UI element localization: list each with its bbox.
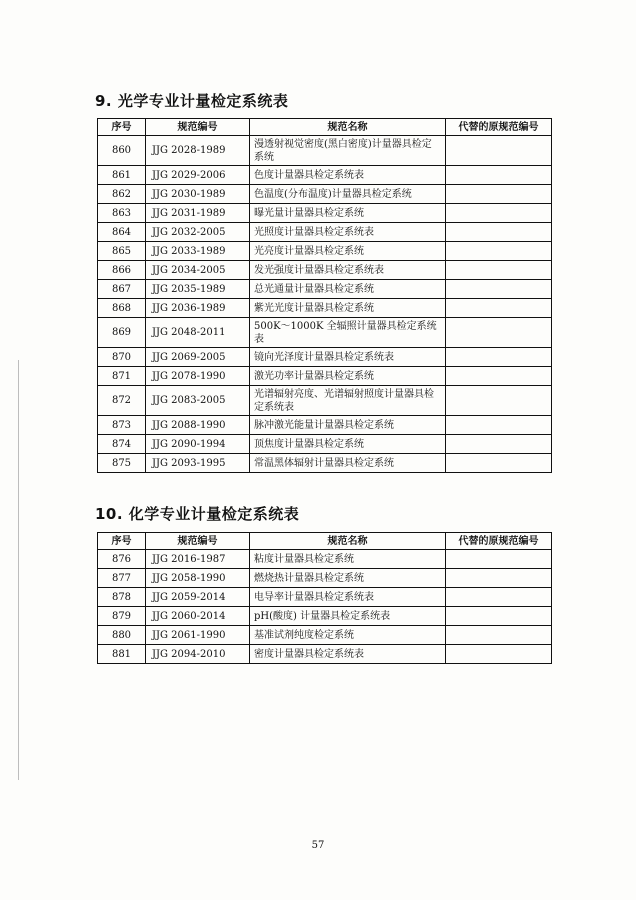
table-row	[98, 242, 552, 261]
replaced-code	[446, 261, 552, 280]
replaced-code	[446, 569, 552, 588]
spec-code: JJG 2033-1989	[146, 242, 250, 261]
replaced-code	[446, 367, 552, 386]
spec-name: 总光通量计量器具检定系统	[250, 280, 446, 299]
spec-code: JJG 2028-1989	[146, 136, 250, 166]
spec-name: 光亮度计量器具检定系统	[250, 242, 446, 261]
table-row	[98, 136, 552, 166]
spec-name: 电导率计量器具检定系统表	[250, 588, 446, 607]
header-old-code: 代替的原规范编号	[446, 533, 552, 550]
spec-name: 密度计量器具检定系统表	[250, 645, 446, 664]
spec-name: 常温黑体辐射计量器具检定系统	[250, 454, 446, 473]
table-row	[98, 550, 552, 569]
header-name: 规范名称	[250, 119, 446, 136]
table-row	[98, 223, 552, 242]
spec-code: JJG 2060-2014	[146, 607, 250, 626]
replaced-code	[446, 607, 552, 626]
row-number: 864	[98, 223, 146, 242]
spec-code: JJG 2090-1994	[146, 435, 250, 454]
row-number: 861	[98, 166, 146, 185]
spec-code: JJG 2094-2010	[146, 645, 250, 664]
replaced-code	[446, 136, 552, 166]
row-number: 870	[98, 348, 146, 367]
replaced-code	[446, 626, 552, 645]
table-row	[98, 280, 552, 299]
spec-code: JJG 2030-1989	[146, 185, 250, 204]
spec-code: JJG 2069-2005	[146, 348, 250, 367]
table-row	[98, 348, 552, 367]
spec-name: 脉冲激光能量计量器具检定系统	[250, 416, 446, 435]
replaced-code	[446, 280, 552, 299]
replaced-code	[446, 454, 552, 473]
header-old-code: 代替的原规范编号	[446, 119, 552, 136]
optics-table-body	[98, 136, 552, 473]
spec-code: JJG 2016-1987	[146, 550, 250, 569]
spec-code: JJG 2078-1990	[146, 367, 250, 386]
scan-margin-line	[18, 360, 19, 780]
section-title-optics: 9. 光学专业计量检定系统表	[95, 92, 289, 110]
section-title-chemistry: 10. 化学专业计量检定系统表	[95, 505, 300, 523]
spec-code: JJG 2083-2005	[146, 386, 250, 416]
row-number: 865	[98, 242, 146, 261]
spec-name: 紫光光度计量器具检定系统	[250, 299, 446, 318]
table-row	[98, 261, 552, 280]
header-name: 规范名称	[250, 533, 446, 550]
header-no: 序号	[98, 533, 146, 550]
replaced-code	[446, 242, 552, 261]
spec-name: 漫透射视觉密度(黑白密度)计量器具检定系统	[250, 136, 446, 166]
replaced-code	[446, 318, 552, 348]
row-number: 879	[98, 607, 146, 626]
row-number: 860	[98, 136, 146, 166]
row-number: 872	[98, 386, 146, 416]
spec-code: JJG 2032-2005	[146, 223, 250, 242]
table-row	[98, 645, 552, 664]
spec-name: 发光强度计量器具检定系统表	[250, 261, 446, 280]
spec-name: pH(酸度) 计量器具检定系统表	[250, 607, 446, 626]
row-number: 880	[98, 626, 146, 645]
row-number: 876	[98, 550, 146, 569]
replaced-code	[446, 299, 552, 318]
replaced-code	[446, 348, 552, 367]
row-number: 878	[98, 588, 146, 607]
replaced-code	[446, 645, 552, 664]
spec-name: 燃烧热计量器具检定系统	[250, 569, 446, 588]
table-row	[98, 185, 552, 204]
table-row	[98, 166, 552, 185]
spec-name: 光谱辐射亮度、光谱辐射照度计量器具检定系统表	[250, 386, 446, 416]
row-number: 869	[98, 318, 146, 348]
spec-code: JJG 2034-2005	[146, 261, 250, 280]
replaced-code	[446, 416, 552, 435]
spec-code: JJG 2048-2011	[146, 318, 250, 348]
page-number: 57	[311, 840, 325, 851]
row-number: 881	[98, 645, 146, 664]
spec-name: 激光功率计量器具检定系统	[250, 367, 446, 386]
replaced-code	[446, 386, 552, 416]
spec-name: 色温度(分布温度)计量器具检定系统	[250, 185, 446, 204]
table-row	[98, 367, 552, 386]
table-row	[98, 607, 552, 626]
spec-name: 500K～1000K 全辐照计量器具检定系统表	[250, 318, 446, 348]
row-number: 874	[98, 435, 146, 454]
header-no: 序号	[98, 119, 146, 136]
replaced-code	[446, 435, 552, 454]
row-number: 877	[98, 569, 146, 588]
replaced-code	[446, 550, 552, 569]
replaced-code	[446, 166, 552, 185]
spec-code: JJG 2059-2014	[146, 588, 250, 607]
table-row	[98, 318, 552, 348]
row-number: 863	[98, 204, 146, 223]
table-row	[98, 588, 552, 607]
row-number: 866	[98, 261, 146, 280]
row-number: 871	[98, 367, 146, 386]
table-row	[98, 204, 552, 223]
row-number: 868	[98, 299, 146, 318]
spec-code: JJG 2058-1990	[146, 569, 250, 588]
spec-name: 粘度计量器具检定系统	[250, 550, 446, 569]
optics-table	[97, 118, 552, 473]
spec-name: 光照度计量器具检定系统表	[250, 223, 446, 242]
chemistry-table-body	[98, 550, 552, 664]
table-row	[98, 569, 552, 588]
header-code: 规范编号	[146, 533, 250, 550]
spec-name: 镜向光泽度计量器具检定系统表	[250, 348, 446, 367]
table-header-row	[98, 533, 552, 550]
spec-name: 基准试剂纯度检定系统	[250, 626, 446, 645]
spec-code: JJG 2029-2006	[146, 166, 250, 185]
table-row	[98, 416, 552, 435]
replaced-code	[446, 204, 552, 223]
replaced-code	[446, 185, 552, 204]
spec-name: 色度计量器具检定系统表	[250, 166, 446, 185]
spec-name: 曝光量计量器具检定系统	[250, 204, 446, 223]
spec-code: JJG 2088-1990	[146, 416, 250, 435]
row-number: 873	[98, 416, 146, 435]
spec-code: JJG 2061-1990	[146, 626, 250, 645]
chemistry-table	[97, 532, 552, 664]
table-row	[98, 626, 552, 645]
row-number: 867	[98, 280, 146, 299]
spec-code: JJG 2031-1989	[146, 204, 250, 223]
replaced-code	[446, 223, 552, 242]
spec-code: JJG 2035-1989	[146, 280, 250, 299]
table-row	[98, 386, 552, 416]
spec-code: JJG 2093-1995	[146, 454, 250, 473]
replaced-code	[446, 588, 552, 607]
spec-name: 顶焦度计量器具检定系统	[250, 435, 446, 454]
header-code: 规范编号	[146, 119, 250, 136]
spec-code: JJG 2036-1989	[146, 299, 250, 318]
table-row	[98, 454, 552, 473]
row-number: 875	[98, 454, 146, 473]
table-header-row	[98, 119, 552, 136]
row-number: 862	[98, 185, 146, 204]
table-row	[98, 299, 552, 318]
table-row	[98, 435, 552, 454]
